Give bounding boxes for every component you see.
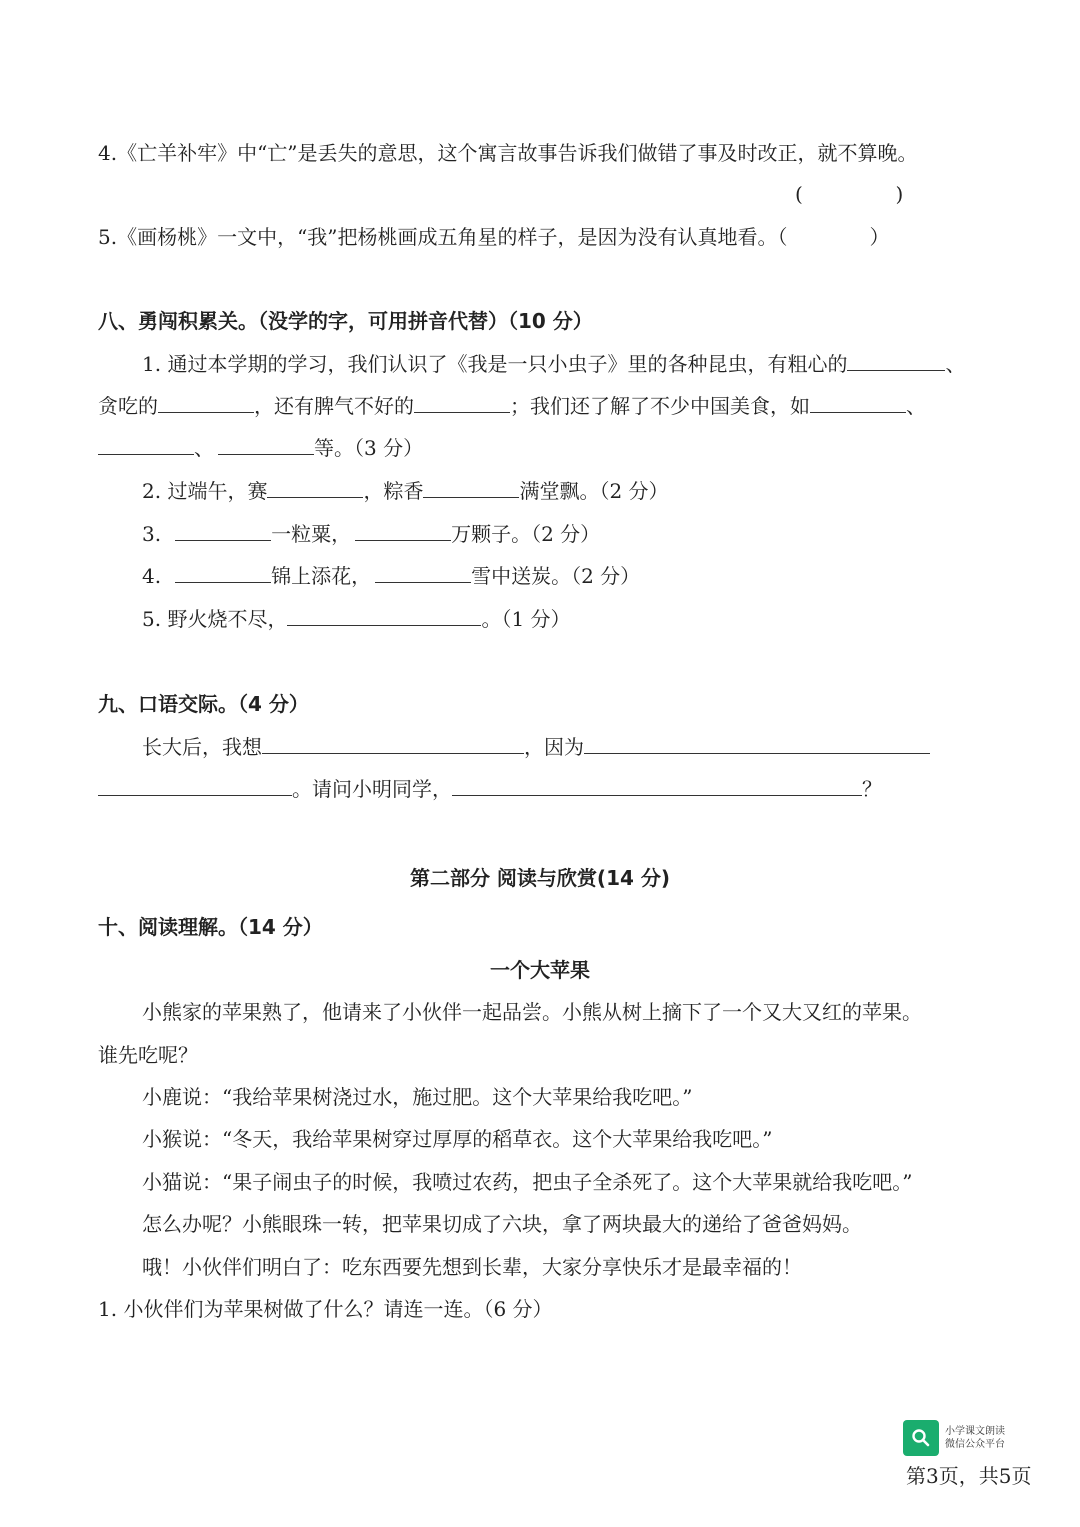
story-paragraph: 小猫说：“果子闹虫子的时候，我喷过农药，把虫子全杀死了。这个大苹果就给我吃吧。” (142, 1170, 913, 1194)
paren-close: ) (895, 182, 904, 206)
story-paragraph: 小熊家的苹果熟了，他请来了小伙伴一起品尝。小熊从树上摘下了一个又大又红的苹果。 (142, 1000, 922, 1024)
q8-line1a (142, 350, 965, 378)
q8-line4 (142, 562, 640, 590)
badge-line2: 微信公众平台 (945, 1439, 1005, 1450)
blank-field[interactable] (375, 562, 471, 583)
blank-field[interactable] (452, 775, 862, 796)
part2-title: 第二部分 阅读与欣赏(14 分) (409, 866, 671, 890)
blank-field[interactable] (98, 775, 292, 796)
q8-line2 (142, 477, 669, 505)
q10-subquestion-1: 1. 小伙伴们为苹果树做了什么？请连一连。（6 分） (98, 1297, 553, 1321)
story-paragraph: 小鹿说：“我给苹果树浇过水，施过肥。这个大苹果给我吃吧。” (142, 1085, 693, 1109)
text: ？ (862, 777, 882, 801)
text: ，还有脾气不好的 (254, 394, 414, 418)
badge-line1: 小学课文朗读 (945, 1426, 1005, 1437)
q7-item4: 4.《亡羊补牢》中“亡”是丢失的意思，这个寓言故事告诉我们做错了事及时改正，就不算晚。 (98, 141, 918, 165)
text: 。请问小明同学， (292, 777, 452, 801)
punct: 、 (194, 436, 214, 460)
blank-field[interactable] (584, 733, 930, 754)
blank-field[interactable] (267, 477, 363, 498)
text: 雪中送炭。（2 分） (471, 564, 641, 588)
text: 长大后，我想 (142, 735, 262, 759)
blank-field[interactable] (175, 520, 271, 541)
blank-field[interactable] (175, 562, 271, 583)
q9-heading: 九、口语交际。（4 分） (98, 692, 309, 716)
q8-line5 (142, 605, 571, 633)
q9-line2 (98, 775, 882, 803)
blank-field[interactable] (810, 392, 906, 413)
q9-line1 (142, 733, 930, 761)
text: 一粒粟， (271, 522, 352, 546)
punct: 、 (906, 394, 926, 418)
text: 万颗子。（2 分） (451, 522, 601, 546)
punct: 、 (945, 352, 966, 376)
text: 。（1 分） (481, 607, 571, 631)
blank-field[interactable] (218, 434, 314, 455)
q7-item4-answer-paren (795, 180, 905, 208)
text: ，因为 (524, 735, 584, 759)
blank-field[interactable] (423, 477, 519, 498)
text: ，粽香 (363, 479, 424, 503)
blank-field[interactable] (847, 350, 945, 371)
wechat-badge[interactable] (903, 1420, 1029, 1456)
q8-line1c (98, 434, 423, 462)
text: 3. (142, 522, 162, 546)
text: 满堂飘。（2 分） (519, 479, 669, 503)
story-paragraph: 小猴说：“冬天，我给苹果树穿过厚厚的稻草衣。这个大苹果给我吃吧。” (142, 1127, 773, 1151)
q7-item5 (98, 223, 890, 251)
text: 等。（3 分） (314, 436, 424, 460)
paren-open: ( (795, 182, 803, 206)
story-paragraph: 哦！小伙伴们明白了：吃东西要先想到长辈，大家分享快乐才是最幸福的！ (142, 1255, 802, 1279)
q8-line1b (98, 392, 926, 420)
q8-heading: 八、勇闯积累关。（没学的字，可用拼音代替）（10 分） (98, 309, 593, 333)
paren-close: ） (869, 225, 890, 249)
blank-field[interactable] (262, 733, 524, 754)
text: ；我们还了解了不少中国美食，如 (510, 394, 810, 418)
blank-field[interactable] (355, 520, 451, 541)
search-icon (903, 1420, 939, 1456)
q7-item5-text: 5.《画杨桃》一文中，“我”把杨桃画成五角星的样子，是因为没有认真地看。（ (98, 225, 788, 249)
text: 2. 过端午，赛 (142, 479, 268, 503)
blank-field[interactable] (414, 392, 510, 413)
story-title: 一个大苹果 (490, 958, 590, 982)
story-paragraph: 怎么办呢？小熊眼珠一转，把苹果切成了六块，拿了两块最大的递给了爸爸妈妈。 (142, 1212, 862, 1236)
blank-field[interactable] (287, 605, 481, 626)
q10-heading: 十、阅读理解。（14 分） (98, 915, 323, 939)
text: 锦上添花， (271, 564, 372, 588)
text: 5. 野火烧不尽， (142, 607, 288, 631)
q8-l1a-text: 1. 通过本学期的学习，我们认识了《我是一只小虫子》里的各种昆虫，有粗心的 (142, 352, 848, 376)
blank-field[interactable] (98, 434, 194, 455)
story-paragraph: 谁先吃呢？ (98, 1043, 198, 1067)
text: 贪吃的 (98, 394, 158, 418)
text: 4. (142, 564, 162, 588)
page-number: 第3页，共5页 (906, 1464, 1032, 1488)
badge-text (945, 1425, 1005, 1451)
blank-field[interactable] (158, 392, 254, 413)
q8-line3 (142, 520, 600, 548)
